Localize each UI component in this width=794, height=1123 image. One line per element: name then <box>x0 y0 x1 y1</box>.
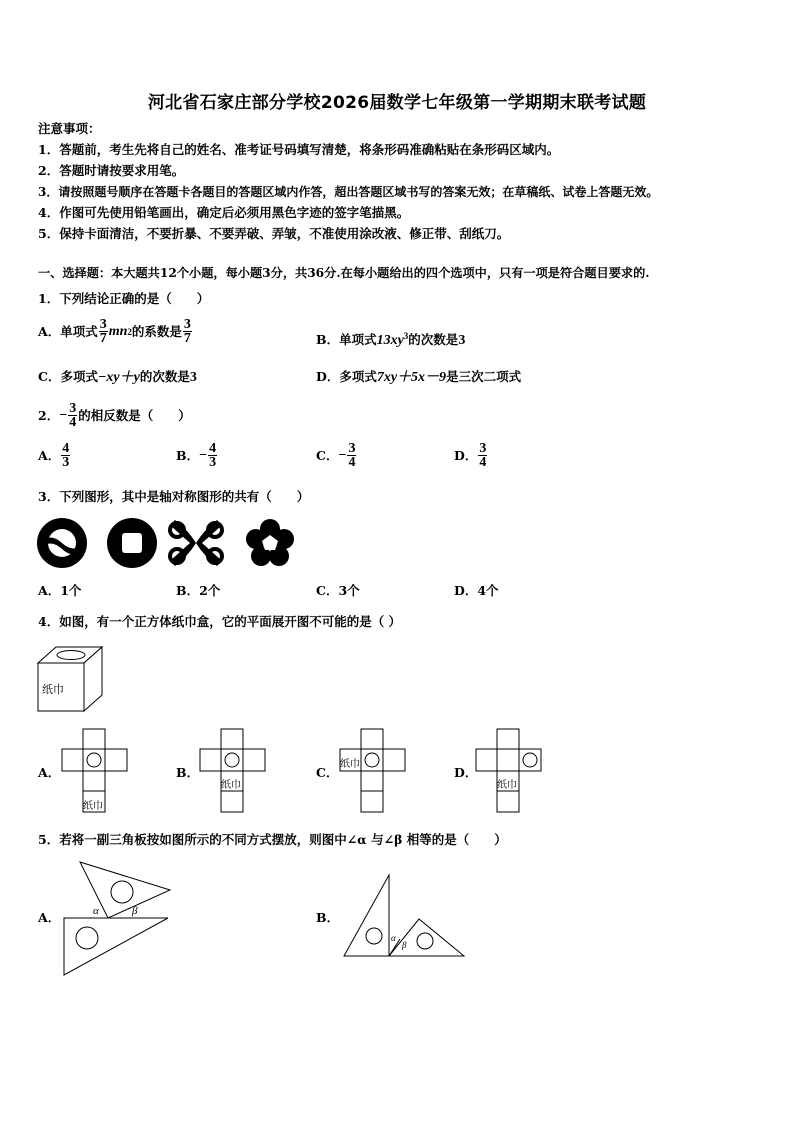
numerator: 3 <box>479 441 487 456</box>
alpha-label: α <box>93 905 99 917</box>
denominator: 4 <box>69 415 77 430</box>
option-label: D． <box>454 447 478 463</box>
notice-item: 1．答题前，考生先将自己的姓名、准考证号码填写清楚，将条形码准确粘贴在条形码区域内。 <box>38 142 560 157</box>
option-text: 的次数是 <box>408 332 459 348</box>
q2-option-a[interactable] <box>38 442 71 469</box>
question-4-stem: 4．如图，有一个正方体纸巾盒，它的平面展开图不可能的是（ ） <box>38 614 402 629</box>
q1-option-b[interactable]: B．单项式$13xy^3$的次数是3 <box>316 331 466 349</box>
numerator: 4 <box>209 441 217 456</box>
question-2-stem: 2． − $\frac{3}{4}$ 的相反数是（ ） <box>38 401 191 430</box>
option-text: C．多项式 <box>38 369 98 384</box>
triangles-figure-b <box>344 873 468 959</box>
value: 3 <box>189 370 197 385</box>
net-label: 纸巾 <box>497 780 517 791</box>
expression: 7xy＋5x－9 <box>376 370 447 385</box>
notice-item: 2．答题时请按要求用笔。 <box>38 163 185 178</box>
numerator: 3 <box>69 401 77 416</box>
denominator: 3 <box>209 455 217 470</box>
q5-option-b[interactable]: B． <box>316 910 340 925</box>
net-d <box>476 728 586 814</box>
net-b <box>200 728 310 814</box>
notice-item: 3．请按照题号顺序在答题卡各题目的答题区域内作答，超出答题区域书写的答案无效；在草稿纸、试卷上答题无效。 <box>38 185 659 199</box>
beta-label: β <box>402 940 407 950</box>
numerator: 3 <box>348 441 356 456</box>
q1-option-c[interactable] <box>38 369 197 386</box>
notice-item: 5．保持卡面清洁，不要折暴、不要弄破、弄皱，不准使用涂改液、修正带、刮纸刀。 <box>38 226 510 241</box>
denominator: 7 <box>99 331 107 346</box>
beta-label: β <box>132 905 138 917</box>
q3-option-d[interactable]: D．4个 <box>454 583 499 598</box>
stem-text: 的相反数是（ ） <box>78 407 191 423</box>
flower-figure <box>246 519 294 566</box>
option-text: D．多项式 <box>316 369 377 384</box>
value: 3 <box>458 333 466 349</box>
alpha-label: α <box>391 933 396 943</box>
q2-option-c[interactable]: C． − $\frac{3}{4}$ <box>316 441 356 470</box>
box-label: 纸巾 <box>42 683 64 696</box>
option-text: 是三次二项式 <box>446 369 522 384</box>
q4-option-b[interactable]: B． <box>176 765 200 780</box>
q2-option-d[interactable] <box>454 442 488 469</box>
q1-option-d[interactable] <box>316 369 521 386</box>
numerator: 4 <box>62 441 70 456</box>
symmetry-figures <box>36 516 300 570</box>
swirl-circle-figure <box>37 518 87 568</box>
q3-option-b[interactable]: B．2个 <box>176 583 221 598</box>
option-label: C． <box>316 447 339 463</box>
fraction <box>183 318 192 345</box>
numerator: 3 <box>183 317 191 332</box>
fraction <box>478 442 487 469</box>
option-text: A．单项式 <box>38 323 98 339</box>
denominator: 7 <box>183 331 191 346</box>
option-label: B． <box>176 447 200 463</box>
term: mn <box>108 323 128 339</box>
denominator: 3 <box>62 455 70 470</box>
net-a <box>62 728 172 814</box>
fraction <box>347 442 356 469</box>
numerator: 3 <box>99 317 107 332</box>
fraction <box>61 442 70 469</box>
option-text: B．单项式 <box>316 332 377 348</box>
q5-option-a[interactable]: A． <box>38 910 61 925</box>
fraction <box>208 442 217 469</box>
notice-item: 4．作图可先使用铅笔画出，确定后必须用黑色字迹的签字笔描黑。 <box>38 205 410 220</box>
expression: 13xy <box>376 333 404 349</box>
question-3-stem: 3．下列图形，其中是轴对称图形的共有（ ） <box>38 489 310 504</box>
net-c <box>340 728 450 814</box>
notice-heading: 注意事项： <box>38 121 101 136</box>
q4-option-d[interactable]: D． <box>454 765 478 780</box>
net-label: 纸巾 <box>83 801 103 812</box>
net-label: 纸巾 <box>340 759 360 770</box>
q1-option-a[interactable]: A．单项式 $\frac{3}{7}$ mn 2 的系数是 $\frac{3}{7}$ <box>38 317 191 346</box>
question-5-stem: 5．若将一副三角板按如图所示的不同方式摆放，则图中∠α 与∠β 相等的是（ ） <box>38 832 507 847</box>
denominator: 4 <box>348 455 356 470</box>
denominator: 4 <box>479 455 487 470</box>
q4-option-a[interactable]: A． <box>38 765 61 780</box>
section-heading: 一、选择题：本大题共12个小题，每小题3分，共36分.在每小题给出的四个选项中，只有一项是符合题目要求的. <box>38 266 650 280</box>
net-label: 纸巾 <box>221 780 241 791</box>
fraction <box>68 402 77 429</box>
question-1-stem: 1．下列结论正确的是（ ） <box>38 291 210 306</box>
q2-option-b[interactable]: B． − $\frac{4}{3}$ <box>176 441 217 470</box>
coin-figure <box>107 518 157 568</box>
tissue-box-figure <box>38 645 104 713</box>
option-label: A． <box>38 447 61 463</box>
q3-option-c[interactable]: C．3个 <box>316 583 360 598</box>
fraction <box>99 318 108 345</box>
knot-figure <box>170 520 222 566</box>
triangles-figure-a <box>64 860 176 978</box>
q3-option-a[interactable]: A．1个 <box>38 583 82 598</box>
option-text: 的次数是 <box>139 369 190 384</box>
expression: −xy＋y <box>97 370 140 385</box>
page-title: 河北省石家庄部分学校2026届数学七年级第一学期期末联考试题 <box>147 93 647 113</box>
option-text: 的系数是 <box>131 323 182 339</box>
q4-option-c[interactable]: C． <box>316 765 339 780</box>
